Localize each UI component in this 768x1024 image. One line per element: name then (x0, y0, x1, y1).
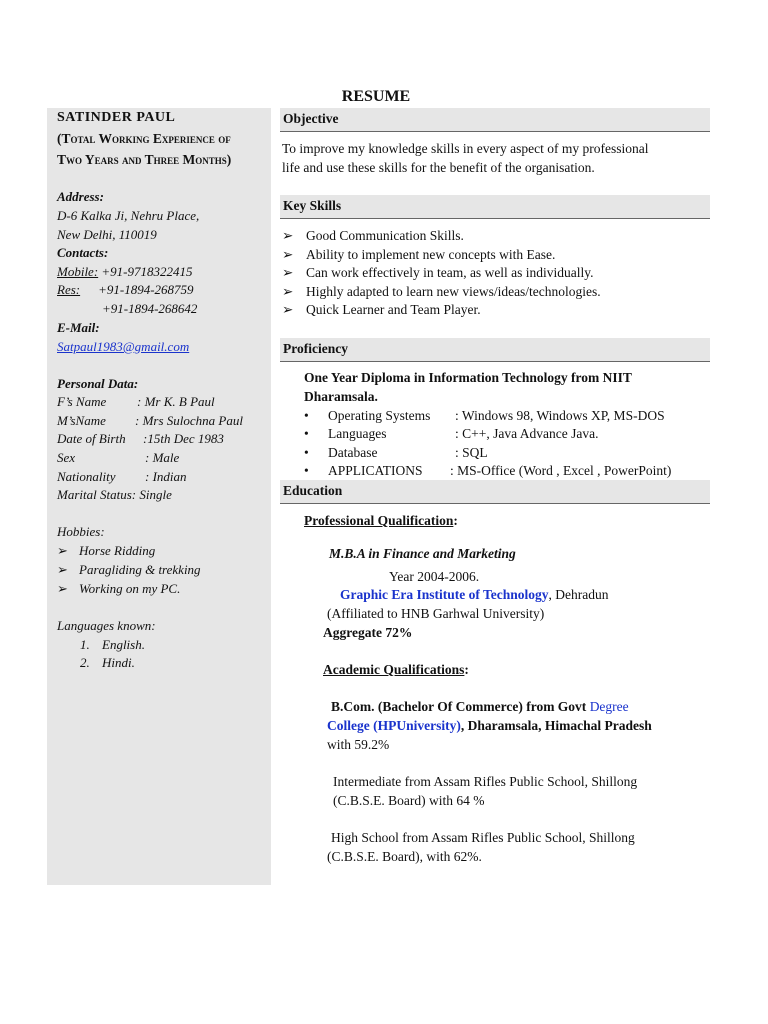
dot-bullet-icon: • (304, 426, 309, 441)
heading-colon: : (464, 662, 469, 677)
personal-row (57, 487, 172, 503)
intermediate-line-1: Intermediate from Assam Rifles Public School, Shillong (333, 774, 638, 789)
dot-bullet-icon: • (304, 445, 309, 460)
proficiency-item (304, 426, 598, 442)
key-skills-heading: Key Skills (283, 198, 342, 213)
personal-row-value: : Mr K. B Paul (137, 394, 215, 409)
language-text: Hindi. (102, 655, 135, 670)
contacts-label: Contacts: (57, 245, 109, 260)
experience-line-2: Two Years and Three Months) (57, 152, 232, 167)
res-line (57, 282, 194, 298)
personal-row-label: Date of Birth (57, 431, 126, 446)
arrow-bullet-icon: ➢ (282, 284, 294, 299)
language-item (80, 637, 145, 653)
arrow-bullet-icon: ➢ (57, 562, 68, 577)
address-label: Address: (57, 189, 104, 204)
heading-colon: : (453, 513, 458, 528)
objective-heading: Objective (283, 111, 339, 126)
proficiency-item (304, 408, 665, 424)
objective-text-line-2: life and use these skills for the benefit of the organisation. (282, 160, 595, 175)
mobile-line (57, 264, 193, 280)
hobby-text: Horse Ridding (79, 543, 156, 558)
personal-row-label: Marital Status: (57, 487, 137, 502)
education-header (280, 480, 710, 504)
high-school-line-1: High School from Assam Rifles Public School, Shillong (331, 830, 635, 845)
mba-city: , Dehradun (548, 587, 609, 602)
personal-row (57, 431, 224, 447)
academic-qualifications-heading (323, 662, 469, 678)
diploma-line-1: One Year Diploma in Information Technology from NIIT (304, 370, 632, 385)
personal-row-value: : Mrs Sulochna Paul (135, 413, 243, 428)
res-label: Res: (57, 282, 81, 297)
dot-bullet-icon: • (304, 408, 309, 423)
personal-row (57, 469, 187, 485)
email-label: E-Mail: (57, 320, 100, 335)
arrow-bullet-icon: ➢ (57, 543, 68, 558)
objective-text-line-1: To improve my knowledge skills in every aspect of my professional (282, 141, 649, 156)
personal-row-label: F’s Name (57, 394, 107, 409)
arrow-bullet-icon: ➢ (282, 247, 294, 262)
skill-item (282, 247, 555, 263)
personal-row-label: Nationality (57, 469, 116, 484)
academic-qualifications-label: Academic Qualifications (323, 662, 465, 677)
professional-qualification-label: Professional Qualification (304, 513, 454, 528)
arrow-bullet-icon: ➢ (282, 228, 294, 243)
proficiency-item (304, 463, 671, 479)
list-number: 2. (80, 655, 90, 670)
diploma-line-2: Dharamsala. (304, 389, 378, 404)
bcom-line-2 (327, 718, 652, 734)
hobby-text: Working on my PC. (79, 581, 181, 596)
personal-row (57, 450, 179, 466)
hobby-text: Paragliding & trekking (79, 562, 201, 577)
hobby-item (57, 543, 155, 559)
bcom-text: B.Com. (Bachelor Of Commerce) from Govt (331, 699, 590, 714)
address-line-2: New Delhi, 110019 (57, 227, 157, 242)
personal-row (57, 413, 243, 429)
professional-qualification-heading (304, 513, 458, 529)
high-school-line-2: (C.B.S.E. Board), with 62%. (327, 849, 482, 864)
skill-text: Ability to implement new concepts with Ease. (306, 247, 556, 262)
objective-header (280, 108, 710, 132)
skill-item (282, 284, 601, 300)
skill-text: Highly adapted to learn new views/ideas/technologies. (306, 284, 601, 299)
bcom-percentage: with 59.2% (327, 737, 390, 752)
language-item (80, 655, 135, 671)
personal-row-value: Single (136, 487, 172, 502)
bcom-line-1 (331, 699, 629, 715)
bcom-location: , Dharamsala, Himachal Pradesh (460, 718, 652, 733)
list-number: 1. (80, 637, 90, 652)
candidate-name: SATINDER PAUL (57, 110, 176, 125)
key-skills-header (280, 195, 710, 219)
arrow-bullet-icon: ➢ (282, 302, 294, 317)
skill-item (282, 265, 594, 281)
personal-row-value: :15th Dec 1983 (143, 431, 224, 446)
proficiency-heading: Proficiency (283, 341, 348, 356)
res-value-1: +91-1894-268759 (98, 282, 194, 297)
arrow-bullet-icon: ➢ (57, 581, 68, 596)
address-line-1: D-6 Kalka Ji, Nehru Place, (57, 208, 200, 223)
personal-row-label: Sex (57, 450, 76, 465)
arrow-bullet-icon: ➢ (282, 265, 294, 280)
skill-text: Can work effectively in team, as well as individually. (306, 265, 594, 280)
proficiency-value: : SQL (455, 445, 488, 460)
skill-item (282, 228, 464, 244)
personal-data-label: Personal Data: (57, 376, 139, 391)
email-link[interactable]: Satpaul1983@gmail.com (57, 339, 190, 354)
education-heading: Education (283, 483, 343, 498)
proficiency-label: Database (328, 445, 378, 460)
hobby-item (57, 581, 180, 597)
proficiency-item (304, 445, 488, 461)
languages-label: Languages known: (57, 618, 156, 633)
mba-aggregate: Aggregate 72% (323, 625, 413, 640)
proficiency-label: Operating Systems (328, 408, 431, 423)
personal-row-label: M’sName (57, 413, 106, 428)
skill-text: Good Communication Skills. (306, 228, 464, 243)
personal-row-value: : Indian (145, 469, 187, 484)
skill-item (282, 302, 481, 318)
mobile-label: Mobile: (57, 264, 99, 279)
bcom-college: College (HPUniversity) (327, 718, 461, 733)
personal-row-value: : Male (145, 450, 180, 465)
proficiency-value: : MS-Office (Word , Excel , PowerPoint) (450, 463, 672, 478)
mba-institute: Graphic Era Institute of Technology (340, 587, 549, 602)
proficiency-label: APPLICATIONS (328, 463, 423, 478)
mba-affiliation: (Affiliated to HNB Garhwal University) (327, 606, 545, 621)
dot-bullet-icon: • (304, 463, 309, 478)
bcom-degree: Degree (589, 699, 629, 714)
mba-title: M.B.A in Finance and Marketing (329, 546, 516, 561)
intermediate-line-2: (C.B.S.E. Board) with 64 % (333, 793, 485, 808)
language-text: English. (102, 637, 145, 652)
mba-institute-line (340, 587, 609, 603)
proficiency-label: Languages (328, 426, 387, 441)
hobbies-label: Hobbies: (57, 524, 105, 539)
mba-year: Year 2004-2006. (389, 569, 480, 584)
res-value-2: +91-1894-268642 (102, 301, 198, 316)
mobile-value: +91-9718322415 (98, 264, 193, 279)
skill-text: Quick Learner and Team Player. (306, 302, 481, 317)
proficiency-value: : C++, Java Advance Java. (455, 426, 599, 441)
proficiency-value: : Windows 98, Windows XP, MS-DOS (455, 408, 665, 423)
experience-line-1: (Total Working Experience of (57, 131, 231, 146)
personal-row (57, 394, 215, 410)
resume-title: RESUME (341, 88, 411, 105)
hobby-item (57, 562, 201, 578)
proficiency-header (280, 338, 710, 362)
